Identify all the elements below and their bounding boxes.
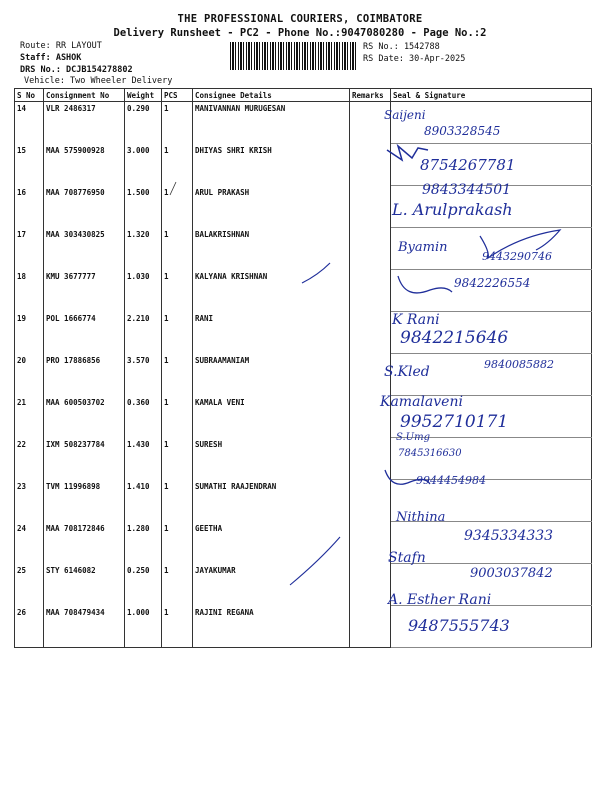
consignee-name: DHIYAS SHRI KRISH	[193, 144, 350, 186]
serial-number: 18	[15, 270, 44, 312]
col-header: Remarks	[350, 89, 391, 102]
pieces: 1	[162, 396, 193, 438]
consignee-name: GEETHA	[193, 522, 350, 564]
pieces: 1	[162, 354, 193, 396]
serial-number: 17	[15, 228, 44, 270]
pieces: 1	[162, 522, 193, 564]
handwritten-signature: L. Arulprakash	[392, 200, 513, 219]
pieces: 1	[162, 480, 193, 522]
weight: 1.500	[125, 186, 162, 228]
remarks-cell	[350, 312, 391, 354]
pieces: 1	[162, 270, 193, 312]
col-header: Seal & Signature	[391, 89, 592, 102]
drs-number: DRS No.: DCJB154278802	[20, 65, 133, 75]
consignee-name: JAYAKUMAR	[193, 564, 350, 606]
pieces: 1	[162, 186, 193, 228]
handwritten-signature: 9952710171	[400, 412, 509, 432]
consignment-number: MAA 303430825	[44, 228, 125, 270]
serial-number: 21	[15, 396, 44, 438]
consignee-name: KAMALA VENI	[193, 396, 350, 438]
consignee-name: RAJINI REGANA	[193, 606, 350, 648]
remarks-cell	[350, 144, 391, 186]
consignment-number: IXM 508237784	[44, 438, 125, 480]
weight: 1.000	[125, 606, 162, 648]
route-text: Route: RR LAYOUT	[20, 41, 102, 51]
consignee-name: SUBRAAMANIAM	[193, 354, 350, 396]
handwritten-signature: Byamin	[398, 240, 448, 255]
barcode	[230, 42, 358, 70]
serial-number: 19	[15, 312, 44, 354]
consignee-name: BALAKRISHNAN	[193, 228, 350, 270]
col-header: Consignment No	[44, 89, 125, 102]
weight: 3.570	[125, 354, 162, 396]
handwritten-signature: 9840085882	[484, 358, 554, 371]
col-header: PCS	[162, 89, 193, 102]
consignment-number: MAA 575900928	[44, 144, 125, 186]
consignee-name: SUMATHI RAAJENDRAN	[193, 480, 350, 522]
pieces: 1	[162, 102, 193, 144]
consignment-number: MAA 708776950	[44, 186, 125, 228]
consignee-name: KALYANA KRISHNAN	[193, 270, 350, 312]
serial-number: 24	[15, 522, 44, 564]
vehicle-text: Vehicle: Two Wheeler Delivery	[24, 76, 173, 86]
table-row	[15, 438, 592, 480]
consignee-name: ARUL PRAKASH	[193, 186, 350, 228]
staff-text: Staff: ASHOK	[20, 53, 82, 63]
consignee-name: SURESH	[193, 438, 350, 480]
remarks-cell	[350, 438, 391, 480]
handwritten-signature: Stafn	[388, 550, 426, 566]
rs-date: RS Date: 30-Apr-2025	[363, 54, 466, 64]
serial-number: 25	[15, 564, 44, 606]
consignment-number: POL 1666774	[44, 312, 125, 354]
handwritten-signature: 9843344501	[422, 182, 512, 198]
weight: 3.000	[125, 144, 162, 186]
weight: 0.290	[125, 102, 162, 144]
consignment-number: MAA 708479434	[44, 606, 125, 648]
pieces: 1	[162, 312, 193, 354]
pieces: 1	[162, 564, 193, 606]
consignment-number: STY 6146082	[44, 564, 125, 606]
remarks-cell	[350, 564, 391, 606]
weight: 0.250	[125, 564, 162, 606]
table-header-row	[15, 89, 592, 102]
handwritten-signature: 9842226554	[454, 276, 531, 290]
serial-number: 26	[15, 606, 44, 648]
runsheet-subtitle: Delivery Runsheet - PC2 - Phone No.:9047080280 - Page No.:2	[113, 27, 487, 39]
consignment-number: TVM 11996898	[44, 480, 125, 522]
weight: 1.280	[125, 522, 162, 564]
serial-number: 22	[15, 438, 44, 480]
consignee-name: MANIVANNAN MURUGESAN	[193, 102, 350, 144]
table-row	[15, 480, 592, 522]
handwritten-signature: 9003037842	[470, 566, 553, 581]
pieces: 1	[162, 438, 193, 480]
handwritten-signature: 7845316630	[398, 448, 462, 459]
weight: 1.430	[125, 438, 162, 480]
pieces: 1	[162, 228, 193, 270]
remarks-cell	[350, 480, 391, 522]
handwritten-signature: 9944454984	[416, 474, 486, 487]
weight: 2.210	[125, 312, 162, 354]
handwritten-signature: 9345334333	[464, 528, 554, 544]
serial-number: 16	[15, 186, 44, 228]
consignment-number: VLR 2486317	[44, 102, 125, 144]
col-header: Consignee Details	[193, 89, 350, 102]
handwritten-signature: 9842215646	[400, 328, 509, 348]
rs-number: RS No.: 1542788	[363, 42, 440, 52]
table-row	[15, 102, 592, 144]
consignment-number: PRO 17886856	[44, 354, 125, 396]
consignment-number: KMU 3677777	[44, 270, 125, 312]
consignee-name: RANI	[193, 312, 350, 354]
weight: 1.410	[125, 480, 162, 522]
handwritten-signature: 8903328545	[424, 124, 501, 138]
weight: 0.360	[125, 396, 162, 438]
pieces: 1	[162, 606, 193, 648]
serial-number: 20	[15, 354, 44, 396]
remarks-cell	[350, 186, 391, 228]
table-row	[15, 228, 592, 270]
col-header: Weight	[125, 89, 162, 102]
weight: 1.030	[125, 270, 162, 312]
consignment-number: MAA 708172846	[44, 522, 125, 564]
handwritten-signature: 8754267781	[420, 156, 516, 174]
remarks-cell	[350, 270, 391, 312]
remarks-cell	[350, 522, 391, 564]
handwritten-signature: A. Esther Rani	[388, 592, 492, 608]
remarks-cell	[350, 606, 391, 648]
consignment-number: MAA 600503702	[44, 396, 125, 438]
handwritten-signature: Saijeni	[384, 108, 426, 122]
serial-number: 15	[15, 144, 44, 186]
handwritten-signature: Nithina	[396, 510, 446, 525]
handwritten-signature: 9443290746	[482, 250, 552, 263]
company-title: THE PROFESSIONAL COURIERS, COIMBATORE	[177, 13, 423, 25]
handwritten-signature: S.Kled	[384, 364, 430, 380]
serial-number: 14	[15, 102, 44, 144]
handwritten-signature: Kamalaveni	[380, 394, 463, 410]
handwritten-signature: K Rani	[392, 312, 440, 328]
col-header: S No	[15, 89, 44, 102]
remarks-cell	[350, 228, 391, 270]
pieces: 1	[162, 144, 193, 186]
weight: 1.320	[125, 228, 162, 270]
handwritten-signature: 9487555743	[408, 616, 510, 635]
handwritten-signature: S.Umg	[396, 432, 430, 443]
serial-number: 23	[15, 480, 44, 522]
